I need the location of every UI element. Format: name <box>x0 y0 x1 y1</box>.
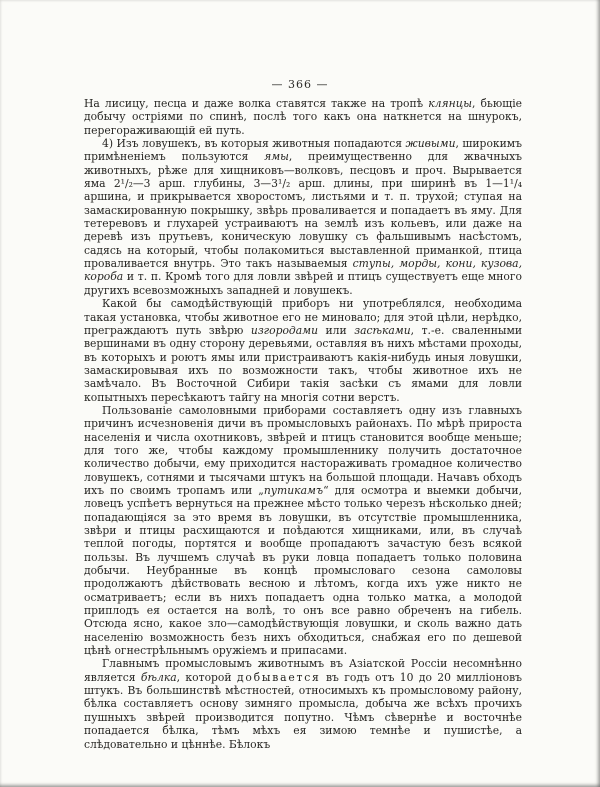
paragraph <box>84 404 522 658</box>
paragraph <box>84 137 522 297</box>
paragraph <box>84 297 522 404</box>
text-run: и т. п. Кромѣ того для ловли звѣрей и птицъ существуетъ еще много другихъ всевозможныхъ западней и ловушекъ. <box>84 270 522 297</box>
text-run: въ годъ отъ 10 до 20 милліоновъ штукъ. Въ большинствѣ мѣстностей, относимыхъ къ промысловому району, бѣлка составляетъ основу зимняго промысла, добыча же всѣхъ прочихъ пушныхъ звѣрей производится попутно. Чѣмъ сѣвернѣе и восточнѣе попадается бѣлка, тѣмъ мѣхъ ея зимою темнѣе и пушистѣе, а слѣдовательно и цѣннѣе. Бѣлокъ <box>84 670 522 751</box>
text-block <box>84 97 522 751</box>
letterspaced-term: добывается <box>236 670 321 684</box>
text-run: На лисицу, песца и даже волка ставятся также на тропѣ <box>84 97 429 110</box>
text-run: “ для осмотра и выемки добычи, ловецъ успѣетъ вернуться на прежнее мѣсто только черезъ нѣсколько дней; попадающіяся за это время въ ловушки, въ отсутствіе промышленника, звѣри и птицы расхищаются и поѣдаются хищниками, или, въ случаѣ теплой погоды, портятся и вообще пропадаютъ зачастую безъ всякой пользы. Въ лучшемъ случаѣ въ руки ловца попадаетъ только половина добычи. Неубранные въ концѣ промысловаго сезона самоловы продолжаютъ дѣйствовать весною и лѣтомъ, когда ихъ уже никто не осматриваетъ; если въ нихъ попадаетъ одна только матка, а молодой приплодъ ея остается на волѣ, то онъ все равно обреченъ на гибель. Отсюда ясно, какое зло—самодѣйствующія ловушки, и сколь важно дать населенію возможность безъ нихъ обходиться, снабжая его по дешевой цѣнѣ огнестрѣльнымъ оружіемъ и припасами. <box>84 483 522 658</box>
italic-term: ямы <box>264 150 289 164</box>
text-run: Главнымъ промысловымъ животнымъ въ Азіатской Россіи несомнѣнно является <box>84 657 522 684</box>
italic-term: живыми <box>405 137 456 151</box>
page-number: — 366 — <box>271 78 329 91</box>
text-run: Пользованіе самоловными приборами составляетъ одну изъ главныхъ причинъ исчезновенія дичи въ промысловыхъ районахъ. По мѣрѣ прироста населенія и числа охотниковъ, звѣрей и птицъ становится вообще меньше; для того же, чтобы каждому промышленнику получить достаточное количество добычи, ему приходится настораживать громадное количество ловушекъ, сотнями и тысячами штукъ на большой площади. Начавъ обходъ ихъ по своимъ тропамъ или „ <box>84 403 522 497</box>
text-run: или <box>318 323 355 337</box>
italic-term: засѣками <box>354 323 411 337</box>
text-run: 4) Изъ ловушекъ, въ которыя животныя попадаются <box>102 137 406 151</box>
text-run: , широкимъ примѣненіемъ пользуются <box>84 137 522 164</box>
text-run: , которой <box>176 670 237 684</box>
paragraph <box>84 97 522 137</box>
text-run: , бьющіе добычу остріями по спинѣ, послѣ того какъ она наткнется на шнурокъ, перегораживающій ей путь. <box>84 97 522 137</box>
italic-term: ступы, морды, кони, кузова, короба <box>84 257 522 284</box>
italic-term: клянцы <box>428 97 472 110</box>
italic-term: изгородами <box>250 323 318 337</box>
italic-term: путикамъ <box>263 483 324 497</box>
text-run: , т.-е. сваленными вершинами въ одну сторону деревьями, оставляя въ нихъ мѣстами проходы, въ которыхъ и роютъ ямы или пристраиваютъ какія-нибудь иныя ловушки, замаскировывая ихъ по возможности такъ, чтобы животное ихъ не замѣчало. Въ Восточной Сибири такія засѣки съ ямами для ловли копытныхъ пересѣкаютъ тайгу на многія сотни верстъ. <box>84 323 522 404</box>
text-run: , преимущественно для жвачныхъ животныхъ, рѣже для хищниковъ—волковъ, песцовъ и проч. Вырывается яма 2¹/₂—3 арш. глубины, 3—3¹/₂ арш. длины, при ширинѣ въ 1—1¹/₄ аршина, и прикрывается хворостомъ, листьями и т. п. трухой; ступая на замаскированную покрышку, звѣрь проваливается и попадаетъ въ яму. Для тетеревовъ и глухарей устраиваютъ на землѣ изъ кольевъ, или даже на деревѣ изъ прутьевъ, коническую ловушку съ фальшивымъ насѣстомъ, садясь на который, чтобы полакомиться выставленной приманкой, птица проваливается внутрь. Это такъ называемыя <box>84 150 522 271</box>
italic-term: бѣлка <box>140 670 177 684</box>
text-run: Какой бы самодѣйствующій приборъ ни употреблялся, необходима такая установка, чтобы животное его не миновало; для этой цѣли, нерѣдко, преграждаютъ путь звѣрю <box>84 297 522 337</box>
paragraph <box>84 657 522 750</box>
